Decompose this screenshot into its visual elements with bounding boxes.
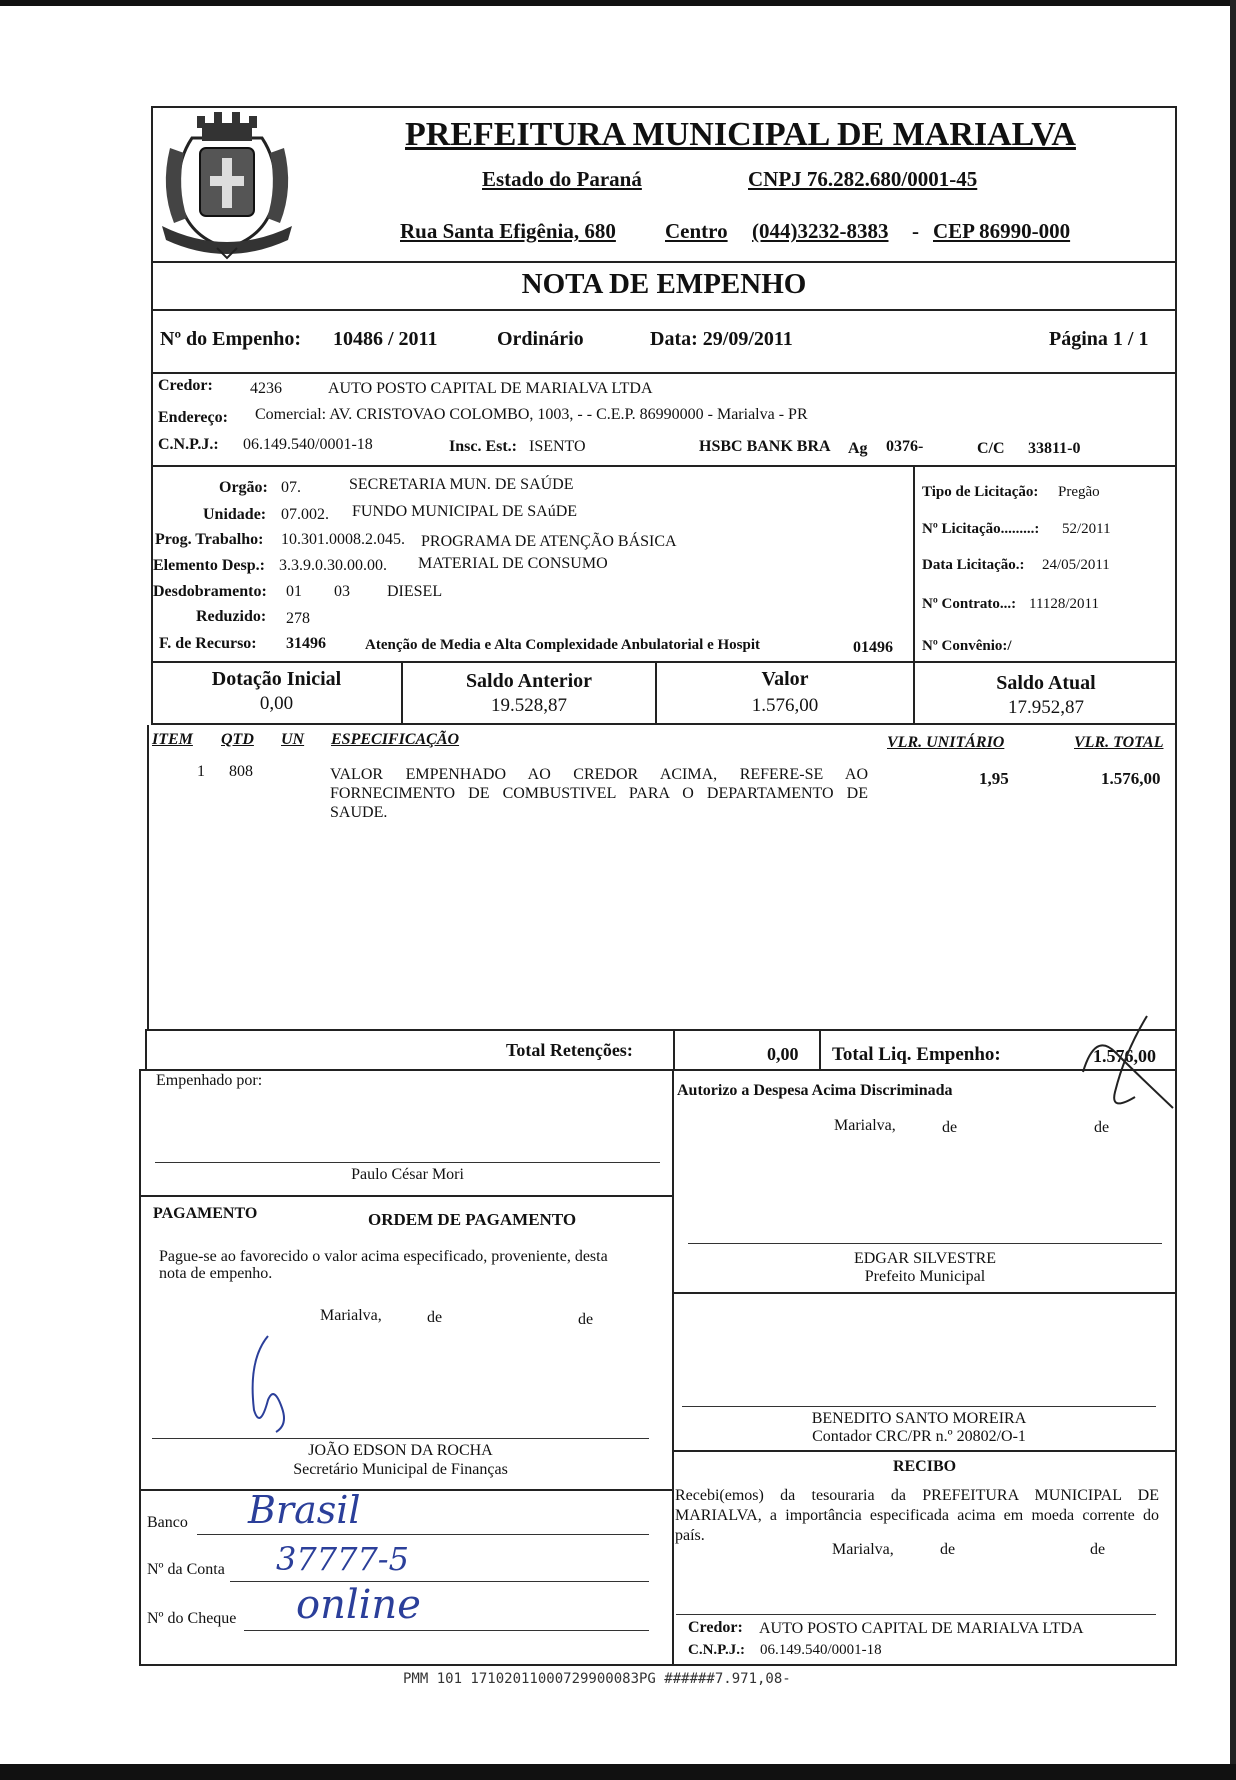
secretario-cargo: Secretário Municipal de Finanças	[293, 1461, 508, 1478]
doc-title: NOTA DE EMPENHO	[521, 268, 807, 300]
recurso: Atenção de Media e Alta Complexidade Anbulatorial e Hospit	[365, 637, 760, 653]
pagamento-title: PAGAMENTO	[153, 1205, 258, 1222]
total-liq: 1.576,00	[1093, 1046, 1156, 1066]
item-vlr-unitario: 1,95	[979, 769, 1009, 788]
credor-cnpj: 06.149.540/0001-18	[243, 436, 373, 453]
prog: PROGRAMA DE ATENÇÃO BÁSICA	[421, 533, 677, 550]
contrato-label: Nº Contrato...:	[922, 596, 1017, 612]
recurso-cod2: 01496	[853, 639, 893, 656]
pagamento-local: Marialva,	[320, 1307, 382, 1324]
item-espec-l2: FORNECIMENTO DE COMBUSTIVEL PARA O DEPARTAMENTO DE	[330, 785, 868, 802]
recibo-texto-l2: MARIALVA, a importância especificada acima em moeda corrente do	[675, 1507, 1159, 1524]
item-numero: 1	[197, 763, 205, 780]
recibo-de-1: de	[940, 1541, 956, 1558]
contador-cargo: Contador CRC/PR n.º 20802/O-1	[812, 1428, 1026, 1445]
totals-box	[145, 1029, 1177, 1071]
banco: HSBC BANK BRA	[699, 438, 831, 455]
insc-label: Insc. Est.:	[449, 438, 518, 455]
empenho-data: Data: 29/09/2011	[650, 328, 793, 350]
empenhado-label: Empenhado por:	[156, 1072, 263, 1089]
pagamento-de-2: de	[578, 1311, 594, 1328]
scan-right-border	[1230, 0, 1236, 1780]
tipo-licitacao: Pregão	[1058, 484, 1100, 500]
prefeito-bottom	[673, 1292, 1176, 1294]
recibo-de-2: de	[1090, 1541, 1106, 1558]
recibo-local: Marialva,	[832, 1541, 894, 1558]
credor-endereco: Comercial: AV. CRISTOVAO COLOMBO, 1003, - - C.E.P. 86990000 - Marialva - PR	[255, 406, 808, 423]
ordem-pagamento: ORDEM DE PAGAMENTO	[368, 1210, 577, 1229]
empenhado-signature-line	[155, 1162, 660, 1163]
telefone: (044)3232-8383	[752, 219, 889, 243]
endereco: Rua Santa Efigênia, 680	[400, 219, 616, 243]
empenho-number: 10486 / 2011	[333, 328, 438, 350]
recibo-texto-l3: país.	[675, 1527, 705, 1544]
item-espec-l1: VALOR EMPENHADO AO CREDOR ACIMA, REFERE-SE AO	[330, 766, 868, 783]
autorizo-de-2: de	[1094, 1119, 1110, 1136]
agencia: 0376-	[886, 438, 924, 455]
cep-separator: -	[912, 219, 919, 243]
prog-label: Prog. Trabalho:	[155, 531, 264, 548]
items-left-border	[147, 725, 149, 1031]
conta-corrente-label: C/C	[977, 440, 1005, 457]
agencia-label: Ag	[848, 440, 868, 457]
saldo-anterior-label: Saldo Anterior	[465, 670, 593, 692]
recibo-cnpj-label: C.N.P.J.:	[688, 1642, 745, 1658]
secretario-bottom	[140, 1489, 673, 1491]
coat-of-arms-icon	[152, 108, 302, 260]
scan-top-border	[0, 0, 1236, 6]
prog-cod: 10.301.0008.2.045.	[281, 531, 405, 548]
unidade: FUNDO MUNICIPAL DE SAúDE	[352, 503, 578, 520]
bottom-middle-divider	[672, 1070, 674, 1665]
recibo-texto-l1: Recebi(emos) da tesouraria da PREFEITURA MUNICIPAL DE	[675, 1487, 1159, 1504]
recibo-signature-line	[676, 1614, 1156, 1615]
empenho-pagina: Página 1 / 1	[1049, 328, 1149, 350]
secretario-signature-line	[152, 1438, 649, 1439]
cep: CEP 86990-000	[933, 219, 1071, 243]
item-vlr-total: 1.576,00	[1101, 769, 1161, 788]
secretario-nome: JOÃO EDSON DA ROCHA	[308, 1442, 493, 1459]
num-licitacao-label: Nº Licitação.........:	[922, 521, 1040, 537]
recibo-credor-label: Credor:	[688, 1619, 743, 1636]
dotacao-inicial-label: Dotação Inicial	[211, 668, 342, 690]
items-right-border	[1175, 725, 1177, 1031]
credor-nome: AUTO POSTO CAPITAL DE MARIALVA LTDA	[328, 380, 653, 397]
saldo-atual-label: Saldo Atual	[996, 672, 1096, 694]
reduzido-label: Reduzido:	[196, 608, 267, 625]
dotacao-inicial: 0,00	[259, 693, 294, 714]
recibo-cnpj: 06.149.540/0001-18	[760, 1642, 882, 1658]
prefeito-cargo: Prefeito Municipal	[864, 1268, 986, 1285]
empenho-number-label: Nº do Empenho:	[160, 328, 302, 350]
total-retencoes: 0,00	[767, 1044, 799, 1064]
total-retencoes-label: Total Retenções:	[506, 1040, 633, 1060]
endereco-label: Endereço:	[158, 409, 228, 426]
total-liq-label: Total Liq. Empenho:	[832, 1044, 1001, 1065]
elemento-cod: 3.3.9.0.30.00.00.	[279, 557, 387, 574]
banco-line	[197, 1534, 649, 1535]
pagamento-de-1: de	[427, 1309, 443, 1326]
orgao-label: Orgão:	[219, 479, 268, 496]
col-item: ITEM	[152, 731, 193, 748]
item-espec-l3: SAUDE.	[330, 804, 388, 821]
desdobramento-b: 03	[334, 583, 350, 600]
recibo-title: RECIBO	[892, 1458, 957, 1475]
autorizo-de-1: de	[942, 1119, 958, 1136]
recibo-credor: AUTO POSTO CAPITAL DE MARIALVA LTDA	[759, 1620, 1084, 1637]
orgao: SECRETARIA MUN. DE SAÚDE	[349, 476, 574, 493]
credor-cnpj-label: C.N.P.J.:	[158, 436, 219, 453]
orgao-cod: 07.	[281, 479, 301, 496]
banco-value: Brasil	[248, 1488, 361, 1532]
col-especificacao: ESPECIFICAÇÃO	[331, 731, 460, 748]
autorizo-local: Marialva,	[834, 1117, 896, 1134]
contrato: 11128/2011	[1029, 596, 1099, 612]
reduzido: 278	[286, 610, 310, 627]
contador-signature-line	[682, 1406, 1156, 1407]
footer-code: PMM 101 17102011000729900083PG ######7.971,08-	[403, 1671, 791, 1687]
desdobramento-label: Desdobramento:	[153, 583, 267, 600]
col-qtd: QTD	[221, 731, 254, 748]
col-vlr-total: VLR. TOTAL	[1074, 734, 1164, 751]
pagamento-texto-l2: nota de empenho.	[159, 1265, 273, 1282]
data-licitacao: 24/05/2011	[1042, 557, 1110, 573]
contador-nome: BENEDITO SANTO MOREIRA	[811, 1410, 1027, 1427]
empenhado-nome: Paulo César Mori	[351, 1166, 464, 1183]
insc-value: ISENTO	[529, 438, 586, 455]
cheque-line	[244, 1630, 649, 1631]
conta-line	[230, 1581, 649, 1582]
col-vlr-unitario: VLR. UNITÁRIO	[887, 734, 1005, 751]
num-licitacao: 52/2011	[1062, 521, 1111, 537]
desdobramento-a: 01	[286, 583, 302, 600]
empenho-tipo: Ordinário	[497, 328, 584, 350]
elemento: MATERIAL DE CONSUMO	[418, 555, 608, 572]
desdobramento: DIESEL	[387, 583, 443, 600]
prefeito-nome: EDGAR SILVESTRE	[853, 1250, 997, 1267]
conta-corrente: 33811-0	[1028, 440, 1081, 457]
scan-bottom-border	[0, 1764, 1236, 1780]
unidade-cod: 07.002.	[281, 506, 329, 523]
tipo-licitacao-label: Tipo de Licitação:	[922, 484, 1039, 500]
unidade-label: Unidade:	[203, 506, 267, 523]
conta-value: 37777-5	[276, 1540, 409, 1578]
elemento-label: Elemento Desp.:	[153, 557, 265, 574]
credor-label: Credor:	[158, 377, 213, 394]
totals-divider-1	[673, 1030, 675, 1070]
dotacao-divider	[913, 466, 915, 662]
prefeitura-cnpj: CNPJ 76.282.680/0001-45	[748, 167, 978, 191]
recurso-label: F. de Recurso:	[159, 635, 257, 652]
pagamento-texto-l1: Pague-se ao favorecido o valor acima especificado, proveniente, desta	[159, 1248, 608, 1265]
prefeitura-title: PREFEITURA MUNICIPAL DE MARIALVA	[405, 116, 1076, 153]
autorizo-label: Autorizo a Despesa Acima Discriminada	[677, 1082, 953, 1099]
item-qtd: 808	[229, 763, 253, 780]
valor: 1.576,00	[751, 695, 819, 716]
totals-divider-2	[819, 1030, 821, 1070]
saldo-anterior: 19.528,87	[491, 695, 567, 716]
estado: Estado do Paraná	[482, 167, 642, 191]
cheque-label: Nº do Cheque	[147, 1610, 237, 1627]
recurso-cod: 31496	[286, 635, 326, 652]
cheque-value: online	[296, 1582, 421, 1628]
saldo-atual: 17.952,87	[1008, 697, 1084, 718]
credor-codigo: 4236	[250, 380, 282, 397]
col-un: UN	[281, 731, 305, 748]
valor-label: Valor	[761, 668, 809, 690]
banco-label: Banco	[147, 1514, 188, 1531]
conta-label: Nº da Conta	[147, 1561, 225, 1578]
secretario-signature-icon	[238, 1330, 298, 1440]
empenhado-bottom	[140, 1195, 673, 1197]
contador-bottom	[673, 1450, 1176, 1452]
convenio-label: Nº Convênio:/	[922, 638, 1012, 654]
data-licitacao-label: Data Licitação.:	[922, 557, 1025, 573]
prefeito-signature-line	[688, 1243, 1162, 1244]
centro: Centro	[665, 219, 728, 243]
